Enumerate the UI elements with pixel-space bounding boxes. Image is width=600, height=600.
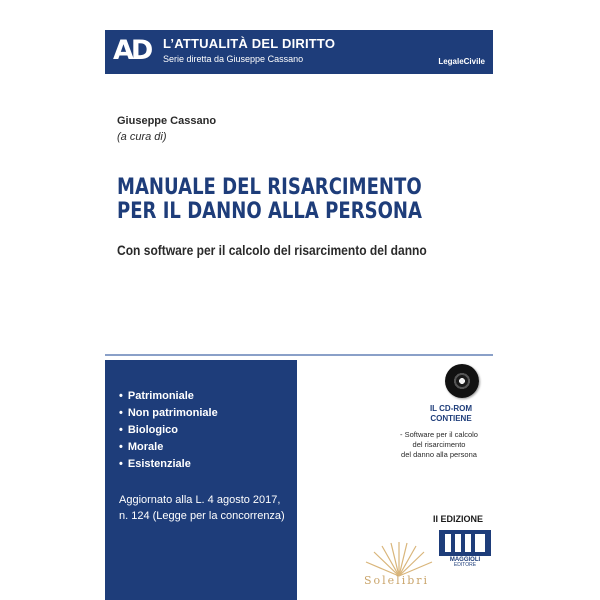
update-note-line-1: Aggiornato alla L. 4 agosto 2017,	[119, 494, 281, 506]
cd-rom-icon	[445, 364, 479, 398]
author-name: Giuseppe Cassano	[117, 115, 217, 127]
edition-label: II EDIZIONE	[433, 514, 484, 524]
topic-item: • Non patrimoniale	[119, 405, 218, 422]
author-role: (a cura di)	[117, 131, 167, 143]
topic-item: • Patrimoniale	[119, 388, 218, 405]
cd-rom-content-line-1: - Software per il calcolo	[400, 430, 478, 439]
cd-rom-content-line-3: del danno alla persona	[401, 450, 477, 459]
series-subtitle: Serie diretta da Giuseppe Cassano	[163, 54, 304, 64]
publisher-mark-icon	[439, 530, 491, 556]
book-title-line-2: PER IL DANNO ALLA PERSONA	[117, 199, 422, 224]
series-logo: AD	[113, 35, 151, 66]
watermark-text: Solelibri	[364, 574, 430, 587]
cd-rom-content	[387, 430, 491, 460]
cd-rom-title	[411, 404, 491, 424]
topics-list	[119, 388, 218, 473]
topics-panel	[105, 360, 297, 600]
topic-item: • Esistenziale	[119, 456, 218, 473]
publisher-tag: EDITORE	[453, 562, 477, 568]
divider	[105, 354, 493, 356]
book-title	[117, 176, 420, 224]
book-cover	[105, 30, 493, 600]
cd-rom-title-line-1: IL CD-ROM	[429, 404, 473, 413]
cd-rom-content-line-2: del risarcimento	[412, 440, 466, 449]
publisher-logo	[439, 530, 491, 568]
imprint-label: LegaleCivile	[438, 57, 485, 66]
topic-item: • Morale	[119, 439, 218, 456]
book-title-line-1: MANUALE DEL RISARCIMENTO	[117, 175, 422, 200]
series-title: L’ATTUALITÀ DEL DIRITTO	[163, 36, 336, 51]
watermark	[354, 540, 444, 590]
cd-rom-title-line-2: CONTIENE	[430, 414, 472, 423]
update-note-line-2: n. 124 (Legge per la concorrenza)	[119, 510, 285, 522]
topic-item: • Biologico	[119, 422, 218, 439]
series-header	[105, 30, 493, 74]
book-subtitle: Con software per il calcolo del risarcimento del danno	[117, 242, 427, 258]
update-note	[119, 492, 294, 524]
publisher-name: MAGGIOLI	[449, 557, 481, 563]
